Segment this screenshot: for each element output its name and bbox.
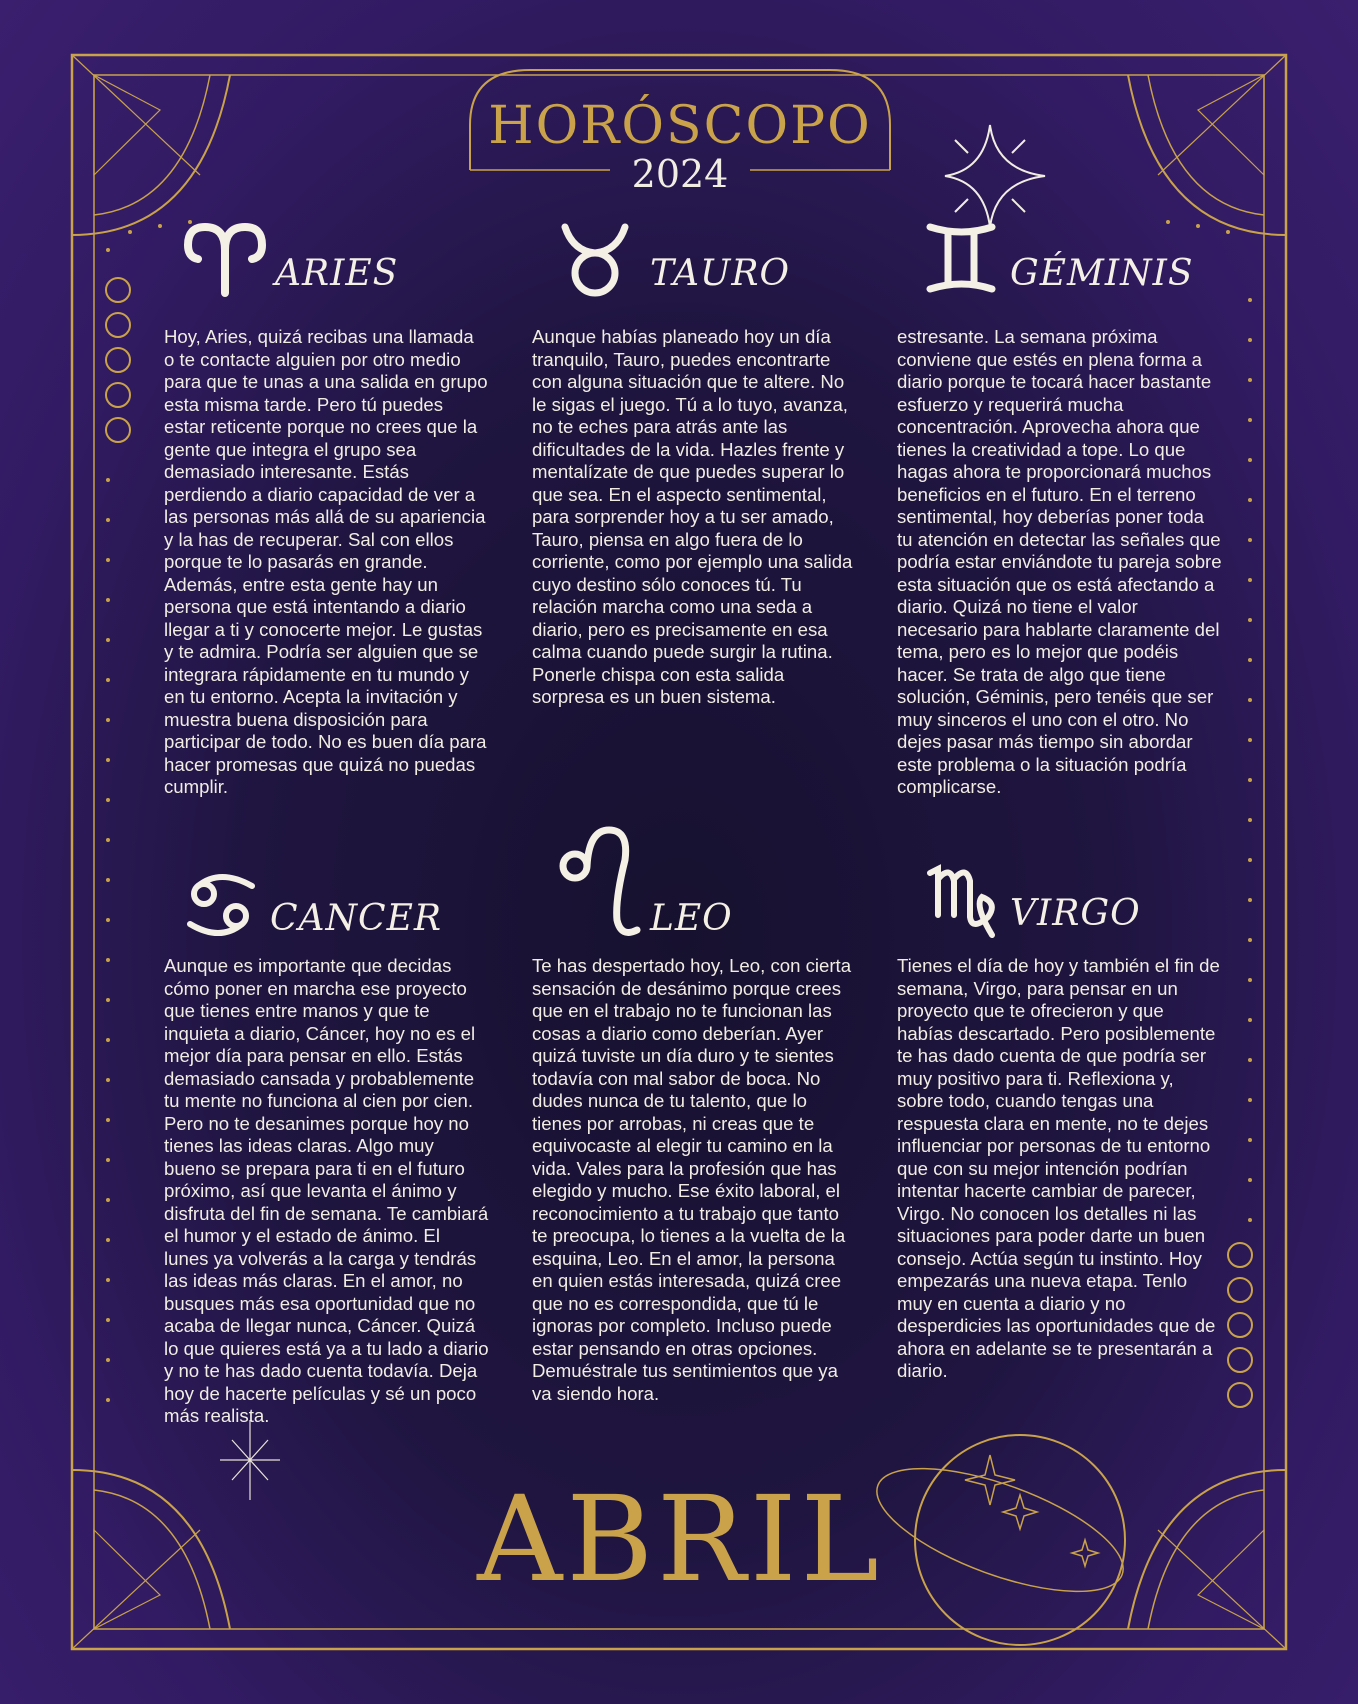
- sign-header-virgo: [922, 855, 1172, 945]
- gemini-icon: [920, 215, 1010, 305]
- cancer-icon: [180, 860, 270, 950]
- sign-text-tauro: Aunque habías planeado hoy un día tranquilo, Tauro, puedes encontrarte con alguna situación que te altere. No le sigas el juego. Tú a lo tuyo, avanza, no te eches para atrás ante las dificultades de la vida. Hazles frente y mentalízate de que puedes superar lo que sea. En el aspecto sentimental, para sorprender hoy a tu ser amado, Tauro, piensa en algo fuera de lo corriente, como por ejemplo una salida cuyo destino sólo conoces tú. Tu relación marcha como una seda a diario, pero es precisamente en esa calma cuando puede surgir la rutina. Ponerle chispa con esta salida sorpresa es un buen sistema.: [532, 326, 853, 707]
- sign-text-leo: Te has despertado hoy, Leo, con cierta sensación de desánimo porque crees que en el trabajo no te funcionan las cosas a diario como deberían. Ayer quizá tuviste un día duro y te sientes todavía con mal sabor de boca. No dudes nunca de tu talento, que lo tienes por arrobas, ni creas que te equivocaste al elegir tu camino en la vida. Vales para la profesión que has elegido y mucho. Ese éxito laboral, el reconocimiento a tu trabajo que tanto te preocupa, lo tienes a la vuelta de la esquina, Leo. En el amor, la persona en quien estás interesada, quizá cree que no es correspondida, que tú le ignoras por completo. Incluso puede estar pensando en otras opciones. Demuéstrale tus sentimientos que ya va siendo hora.: [532, 955, 852, 1404]
- sign-header-leo: [555, 820, 795, 950]
- sign-name-tauro: TAURO: [650, 253, 790, 294]
- sign-text-geminis: estresante. La semana próxima conviene que estés en plena forma a diario porque te tocará hacer bastante esfuerzo y requerirá mucha concentración. Aprovecha ahora que tienes la creatividad a tope. Lo que hagas ahora te proporcionará muchos beneficios en el futuro. En el terreno sentimental, hoy deberías poner toda tu atención en detectar las señales que podría estar enviándote tu pareja sobre esta situación que os está afectando a diario. Quizá no tiene el valor necesario para hablarte claramente del tema, pero es lo mejor que podéis hacer. Se trata de algo que tiene solución, Géminis, pero tenéis que ser muy sinceros el uno con el otro. No dejes pasar más tiempo sin abordar este problema o la situación podría complicarse.: [897, 326, 1222, 797]
- aries-icon: [180, 215, 270, 305]
- month-title: ABRIL: [477, 1470, 883, 1608]
- sign-text-virgo: Tienes el día de hoy y también el fin de semana, Virgo, para pensar en un proyecto que te ofrecieron y que habías descartado. Pero posiblemente te has dado cuenta de que podría ser muy positivo para ti. Reflexiona y, sobre todo, cuando tengas una respuesta clara en mente, no te dejes influenciar por personas de tu entorno que con su mejor intención podrían intentar hacerte cambiar de parecer, Virgo. No conocen los detalles ni las situaciones para poder darte un buen consejo. Actúa según tu instinto. Hoy empezarás una nueva etapa. Tenlo muy en cuenta a diario y no desperdicies las oportunidades que de ahora en adelante se te presentarán a diario.: [897, 955, 1220, 1381]
- virgo-icon: [922, 855, 1012, 945]
- sign-name-geminis: GÉMINIS: [1010, 253, 1194, 294]
- sign-header-geminis: [920, 215, 1194, 305]
- sign-name-leo: LEO: [650, 898, 733, 939]
- page-title: HORÓSCOPO: [488, 96, 872, 156]
- sign-header-cancer: [180, 860, 440, 950]
- sign-header-aries: [180, 215, 430, 305]
- sparkle-icon: [945, 125, 1045, 227]
- sign-text-aries: Hoy, Aries, quizá recibas una llamada o te contacte alguien por otro medio para que te unas a una salida en grupo esta misma tarde. Pero tú puedes estar reticente porque no crees que la gente que integra el grupo sea demasiado interesante. Estás perdiendo a diario capacidad de ver a las personas más allá de su apariencia y la has de recuperar. Sal con ellos porque te lo pasarás en grande. Además, entre esta gente hay un persona que está intentando a diario llegar a ti y conocerte mejor. Le gustas y te admira. Podría ser alguien que se integrara rápidamente en tu mundo y en tu entorno. Acepta la invitación y muestra buena disposición para participar de todo. No es buen día para hacer promesas que quizá no puedas cumplir.: [164, 326, 488, 797]
- page-year: 2024: [631, 152, 729, 196]
- sign-name-aries: ARIES: [275, 253, 399, 294]
- sign-name-virgo: VIRGO: [1010, 893, 1141, 934]
- sign-text-cancer: Aunque es importante que decidas cómo poner en marcha ese proyecto que tienes entre manos y que te inquieta a diario, Cáncer, hoy no es el mejor día para pensar en ello. Estás demasiado cansada y probablemente tu mente no funciona al cien por cien. Pero no te desanimes porque hoy no tienes las ideas claras. Algo muy bueno se prepara para ti en el futuro próximo, así que levanta el ánimo y disfruta del fin de semana. Te cambiará el humor y el estado de ánimo. El lunes ya volverás a la carga y tendrás las ideas más claras. En el amor, no busques más esa oportunidad que no acaba de llegar nunca, Cáncer. Quizá lo que quieres está ya a tu lado a diario y no te has dado cuenta todavía. Deja hoy de hacerte películas y sé un poco más realista.: [164, 955, 489, 1426]
- sign-header-tauro: [555, 215, 805, 305]
- sign-name-cancer: CANCER: [270, 898, 442, 939]
- leo-icon: [555, 820, 645, 950]
- taurus-icon: [555, 215, 645, 305]
